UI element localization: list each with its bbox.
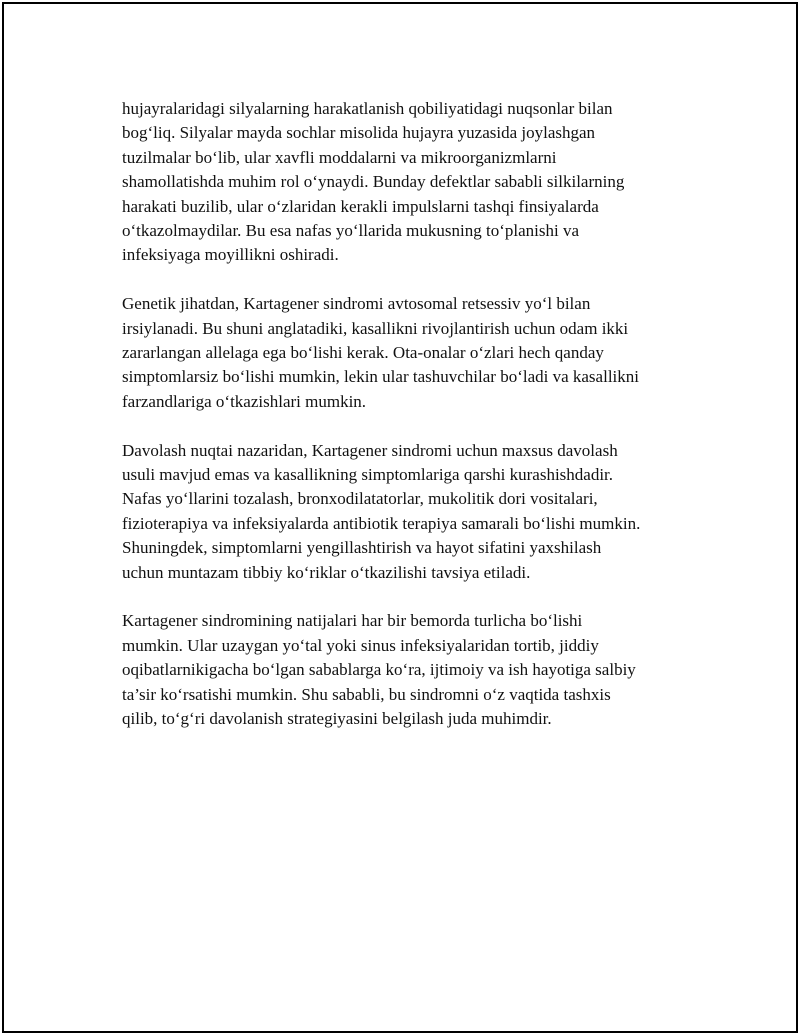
text-line: farzandlariga o‘tkazishlari mumkin.: [122, 391, 367, 411]
text-line: Kartagener sindromining natijalari har bir bemorda turlicha bo‘lishi: [122, 611, 583, 631]
document-body: [122, 97, 702, 756]
text-line: infeksiyaga moyillikni oshiradi.: [122, 245, 339, 265]
text-line: qilib, to‘g‘ri davolanish strategiyasini belgilash juda muhimdir.: [122, 709, 552, 729]
paragraph-3: [122, 439, 702, 585]
text-line: Nafas yo‘llarini tozalash, bronxodilatatorlar, mukolitik dori vositalari,: [122, 489, 598, 509]
text-line: o‘tkazolmaydilar. Bu esa nafas yo‘llarida mukusning to‘planishi va: [122, 221, 579, 241]
paragraph-4: [122, 609, 702, 731]
text-line: oqibatlarnikigacha bo‘lgan sabablarga ko‘ra, ijtimoiy va ish hayotiga salbiy: [122, 660, 636, 680]
text-line: Davolash nuqtai nazaridan, Kartagener sindromi uchun maxsus davolash: [122, 440, 618, 460]
text-line: tuzilmalar bo‘lib, ular xavfli moddalarni va mikroorganizmlarni: [122, 147, 557, 167]
text-line: usuli mavjud emas va kasallikning simptomlariga qarshi kurashishdadir.: [122, 465, 614, 485]
text-line: fizioterapiya va infeksiyalarda antibiotik terapiya samarali bo‘lishi mumkin.: [122, 513, 641, 533]
text-line: irsiylanadi. Bu shuni anglatadiki, kasallikni rivojlantirish uchun odam ikki: [122, 318, 629, 338]
text-line: shamollatishda muhim rol o‘ynaydi. Bunday defektlar sababli silkilarning: [122, 172, 625, 192]
text-line: zararlangan allelaga ega bo‘lishi kerak. Ota-onalar o‘zlari hech qanday: [122, 343, 604, 363]
text-line: uchun muntazam tibbiy ko‘riklar o‘tkazilishi tavsiya etiladi.: [122, 562, 531, 582]
text-line: mumkin. Ular uzaygan yo‘tal yoki sinus infeksiyalaridan tortib, jiddiy: [122, 635, 599, 655]
paragraph-1: [122, 97, 702, 268]
text-line: bog‘liq. Silyalar mayda sochlar misolida hujayra yuzasida joylashgan: [122, 123, 596, 143]
text-line: simptomlarsiz bo‘lishi mumkin, lekin ular tashuvchilar bo‘ladi va kasallikni: [122, 367, 639, 387]
text-line: hujayralaridagi silyalarning harakatlanish qobiliyatidagi nuqsonlar bilan: [122, 99, 613, 118]
text-line: Genetik jihatdan, Kartagener sindromi avtosomal retsessiv yo‘l bilan: [122, 294, 591, 314]
text-line: harakati buzilib, ular o‘zlaridan kerakli impulslarni tashqi finsiyalarda: [122, 196, 599, 216]
text-line: ta’sir ko‘rsatishi mumkin. Shu sababli, bu sindromni o‘z vaqtida tashxis: [122, 684, 611, 704]
page-frame: [2, 2, 798, 1033]
paragraph-2: [122, 292, 702, 414]
text-line: Shuningdek, simptomlarni yengillashtirish va hayot sifatini yaxshilash: [122, 538, 602, 558]
